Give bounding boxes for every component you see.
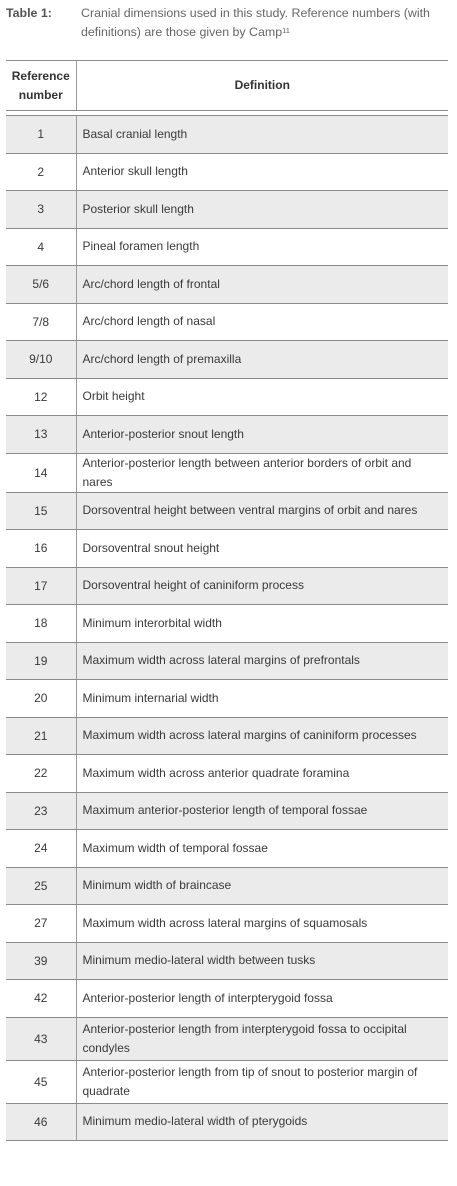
reference-number-cell: 45 bbox=[6, 1060, 76, 1103]
reference-number-cell: 24 bbox=[6, 830, 76, 868]
header-reference-number: Reference number bbox=[6, 61, 76, 111]
definition-cell: Dorsoventral height between ventral margins of orbit and nares bbox=[76, 492, 448, 530]
reference-number-cell: 14 bbox=[6, 453, 76, 492]
reference-number-cell: 13 bbox=[6, 416, 76, 454]
reference-number-cell: 23 bbox=[6, 792, 76, 830]
table-row bbox=[6, 980, 448, 1018]
reference-number-cell: 12 bbox=[6, 378, 76, 416]
definition-cell: Orbit height bbox=[76, 378, 448, 416]
definition-cell: Basal cranial length bbox=[76, 116, 448, 154]
definition-cell: Arc/chord length of nasal bbox=[76, 303, 448, 341]
definition-cell: Arc/chord length of frontal bbox=[76, 266, 448, 304]
table-row bbox=[6, 492, 448, 530]
table-row bbox=[6, 1017, 448, 1060]
definition-cell: Dorsoventral snout height bbox=[76, 530, 448, 568]
footnote-reference: 11 bbox=[282, 26, 290, 35]
table-row bbox=[6, 905, 448, 943]
reference-number-cell: 25 bbox=[6, 867, 76, 905]
table-row bbox=[6, 680, 448, 718]
reference-number-cell: 3 bbox=[6, 191, 76, 229]
caption-text bbox=[81, 4, 453, 42]
header-definition: Definition bbox=[76, 61, 448, 111]
table-row bbox=[6, 341, 448, 379]
reference-number-cell: 27 bbox=[6, 905, 76, 943]
reference-number-cell: 17 bbox=[6, 567, 76, 605]
caption-label: Table 1: bbox=[6, 6, 52, 20]
table-row bbox=[6, 228, 448, 266]
definition-cell: Maximum anterior-posterior length of temporal fossae bbox=[76, 792, 448, 830]
table-row bbox=[6, 1060, 448, 1103]
definition-cell: Anterior-posterior snout length bbox=[76, 416, 448, 454]
table-row bbox=[6, 191, 448, 229]
caption-body: Cranial dimensions used in this study. Reference numbers (with definitions) are those given by Camp bbox=[81, 6, 430, 39]
definition-cell: Dorsoventral height of caniniform process bbox=[76, 567, 448, 605]
definition-cell: Anterior skull length bbox=[76, 153, 448, 191]
table-row bbox=[6, 867, 448, 905]
definition-cell: Maximum width across anterior quadrate foramina bbox=[76, 755, 448, 793]
reference-number-cell: 21 bbox=[6, 717, 76, 755]
table-header-row bbox=[6, 61, 448, 111]
definition-cell: Maximum width across lateral margins of prefrontals bbox=[76, 642, 448, 680]
reference-number-cell: 19 bbox=[6, 642, 76, 680]
definition-cell: Anterior-posterior length from interpterygoid fossa to occipital condyles bbox=[76, 1017, 448, 1060]
table-body bbox=[6, 111, 448, 1141]
definition-cell: Anterior-posterior length from tip of snout to posterior margin of quadrate bbox=[76, 1060, 448, 1103]
reference-number-cell: 16 bbox=[6, 530, 76, 568]
definition-cell: Minimum width of braincase bbox=[76, 867, 448, 905]
table-row bbox=[6, 1103, 448, 1141]
definition-cell: Minimum medio-lateral width of pterygoids bbox=[76, 1103, 448, 1141]
reference-number-cell: 4 bbox=[6, 228, 76, 266]
reference-number-cell: 22 bbox=[6, 755, 76, 793]
table-row bbox=[6, 416, 448, 454]
reference-number-cell: 20 bbox=[6, 680, 76, 718]
reference-number-cell: 43 bbox=[6, 1017, 76, 1060]
definition-cell: Maximum width of temporal fossae bbox=[76, 830, 448, 868]
table-row bbox=[6, 830, 448, 868]
table-row bbox=[6, 642, 448, 680]
reference-number-cell: 9/10 bbox=[6, 341, 76, 379]
reference-number-cell: 15 bbox=[6, 492, 76, 530]
reference-number-cell: 2 bbox=[6, 153, 76, 191]
table-row bbox=[6, 153, 448, 191]
reference-number-cell: 18 bbox=[6, 605, 76, 643]
dimensions-table bbox=[6, 60, 448, 1141]
table-row bbox=[6, 942, 448, 980]
definition-cell: Anterior-posterior length of interpterygoid fossa bbox=[76, 980, 448, 1018]
table-row bbox=[6, 755, 448, 793]
table-row bbox=[6, 266, 448, 304]
definition-cell: Posterior skull length bbox=[76, 191, 448, 229]
definition-cell: Pineal foramen length bbox=[76, 228, 448, 266]
definition-cell: Maximum width across lateral margins of squamosals bbox=[76, 905, 448, 943]
table-row bbox=[6, 530, 448, 568]
table-row bbox=[6, 303, 448, 341]
definition-cell: Minimum medio-lateral width between tusks bbox=[76, 942, 448, 980]
definition-cell: Anterior-posterior length between anterior borders of orbit and nares bbox=[76, 453, 448, 492]
table-row bbox=[6, 378, 448, 416]
table-caption bbox=[6, 4, 452, 52]
table-row bbox=[6, 792, 448, 830]
definition-cell: Minimum interorbital width bbox=[76, 605, 448, 643]
reference-number-cell: 7/8 bbox=[6, 303, 76, 341]
definition-cell: Minimum internarial width bbox=[76, 680, 448, 718]
table-row bbox=[6, 605, 448, 643]
table-row bbox=[6, 453, 448, 492]
reference-number-cell: 39 bbox=[6, 942, 76, 980]
definition-cell: Arc/chord length of premaxilla bbox=[76, 341, 448, 379]
reference-number-cell: 42 bbox=[6, 980, 76, 1018]
table-row bbox=[6, 116, 448, 154]
definition-cell: Maximum width across lateral margins of caniniform processes bbox=[76, 717, 448, 755]
reference-number-cell: 46 bbox=[6, 1103, 76, 1141]
reference-number-cell: 5/6 bbox=[6, 266, 76, 304]
table-row bbox=[6, 717, 448, 755]
table-row bbox=[6, 567, 448, 605]
reference-number-cell: 1 bbox=[6, 116, 76, 154]
